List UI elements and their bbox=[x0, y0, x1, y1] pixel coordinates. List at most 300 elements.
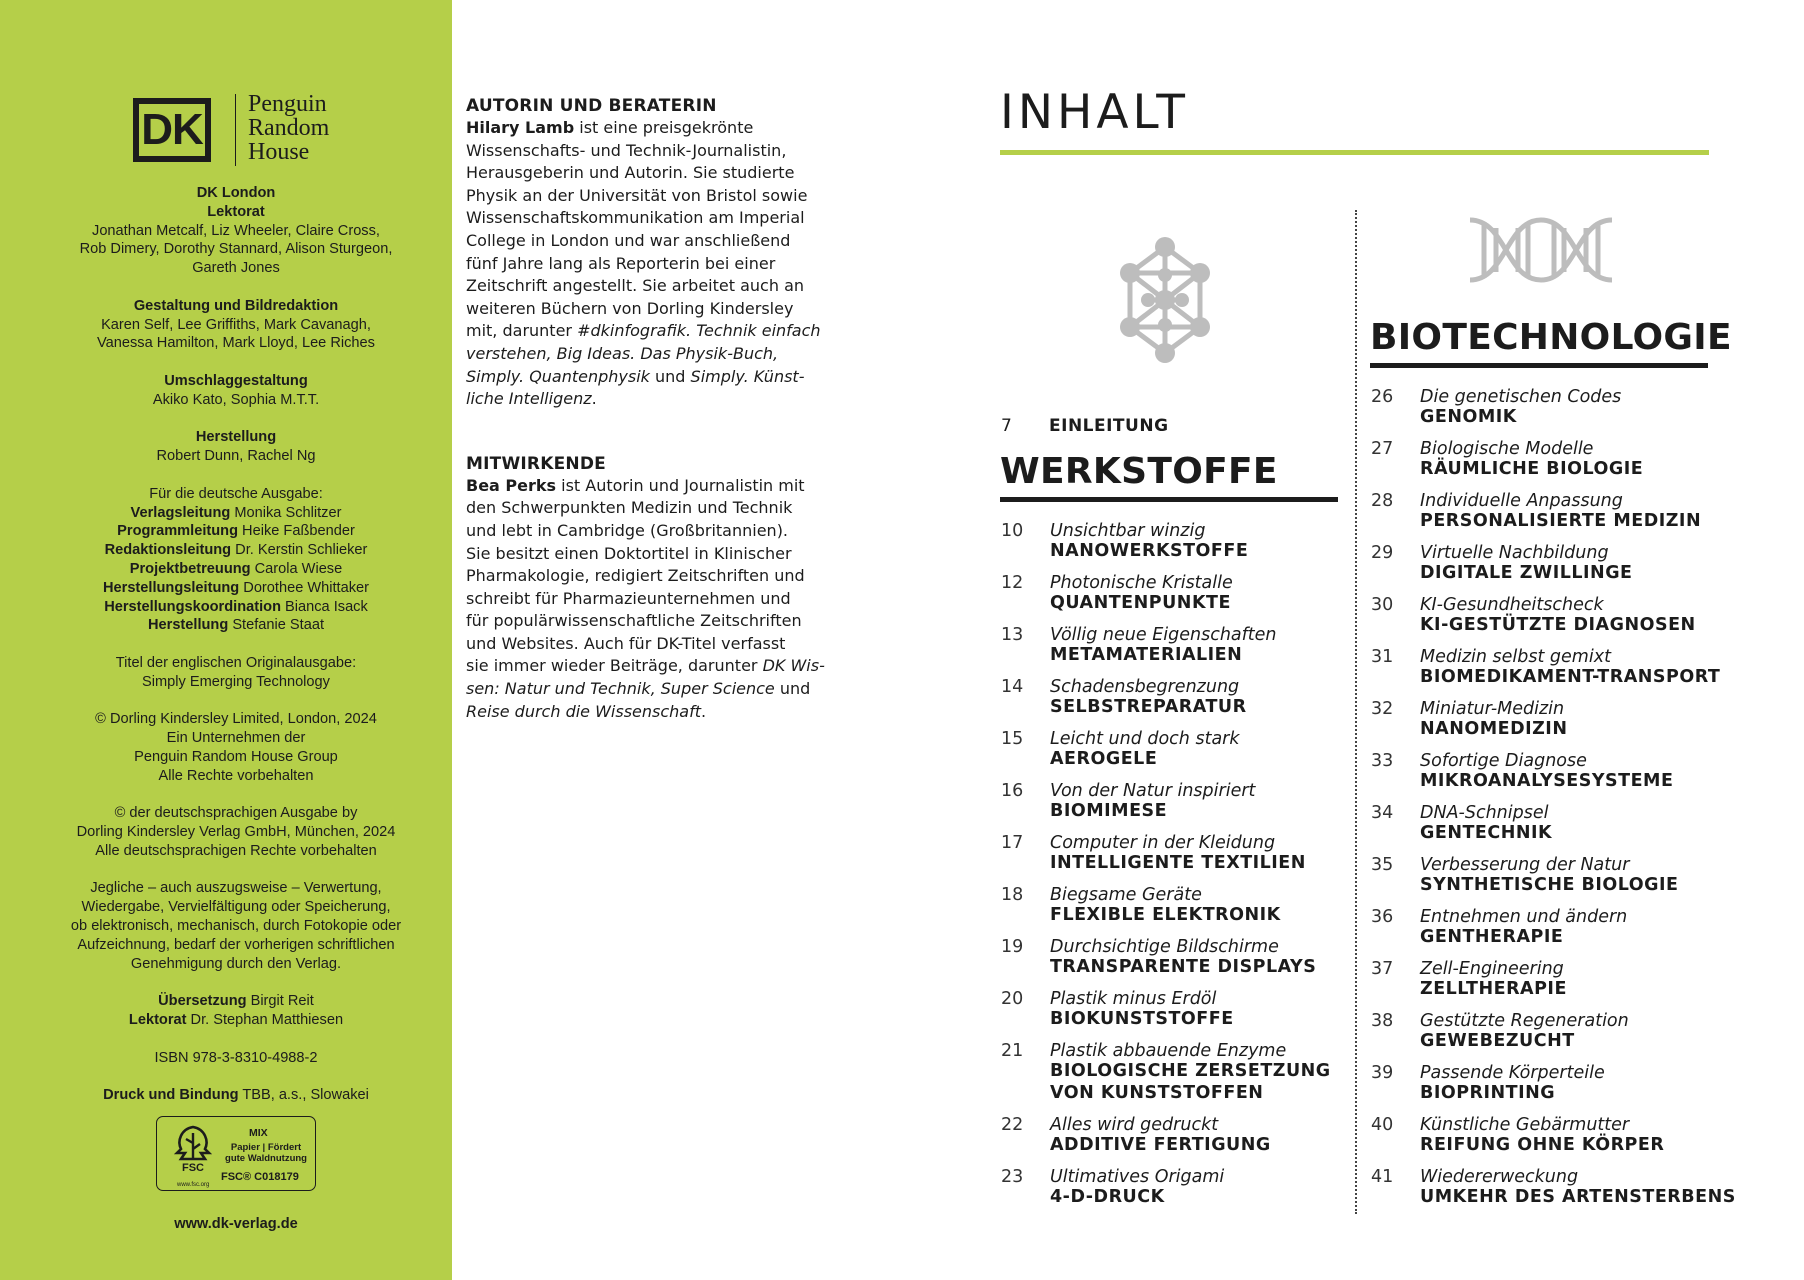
bio-text: Wissenschafts- und Technik-Journalistin, bbox=[466, 140, 787, 160]
entry-subtitle: Sofortige Diagnose bbox=[1420, 751, 1587, 771]
penguin-random-house-logo bbox=[248, 92, 368, 164]
credit-role: Gestaltung und Bildredaktion bbox=[133, 297, 339, 314]
entry-subtitle: Plastik minus Erdöl bbox=[1050, 989, 1217, 1009]
bio-line bbox=[466, 565, 816, 588]
credit-names: Akiko Kato, Sophia M.T.T. bbox=[152, 391, 320, 408]
bio-line bbox=[466, 343, 816, 366]
section-rule bbox=[1000, 497, 1338, 502]
credit-names: Aufzeichnung, bedarf der vorherigen schriftlichen bbox=[77, 936, 395, 953]
toc-entry[interactable] bbox=[1001, 833, 1341, 885]
credit-names: © der deutschsprachigen Ausgabe by bbox=[114, 805, 358, 822]
entry-title: SELBSTREPARATUR bbox=[1050, 697, 1247, 717]
toc-entry[interactable] bbox=[1001, 937, 1341, 989]
toc-entry[interactable] bbox=[1371, 491, 1711, 543]
bio-text: Bea Perks bbox=[466, 475, 557, 495]
entry-title-line2: VON KUNSTSTOFFEN bbox=[1050, 1083, 1264, 1103]
toc-entry[interactable] bbox=[1001, 1115, 1341, 1167]
credit-role: Redaktionsleitung bbox=[104, 542, 232, 559]
credit-line bbox=[56, 804, 416, 823]
entry-title: PERSONALISIERTE MEDIZIN bbox=[1420, 511, 1702, 531]
toc-entry[interactable] bbox=[1001, 677, 1341, 729]
credit-role: Herstellungsleitung bbox=[102, 579, 240, 596]
credit-line bbox=[56, 598, 416, 617]
bio-text: Physik an der Universität von Bristol sowie bbox=[466, 185, 808, 205]
entry-subtitle: DNA-Schnipsel bbox=[1420, 803, 1549, 823]
intro-label: EINLEITUNG bbox=[1049, 416, 1169, 436]
credit-role: Lektorat bbox=[128, 1012, 187, 1029]
toc-entry[interactable] bbox=[1371, 855, 1711, 907]
fsc-mix: MIX bbox=[249, 1127, 268, 1139]
imprint-credits bbox=[56, 184, 416, 1124]
bio-line bbox=[466, 388, 816, 411]
credit-line bbox=[56, 560, 416, 579]
section-heading-biotechnologie: BIOTECHNOLOGIE bbox=[1370, 317, 1732, 358]
entry-title: 4-D-DRUCK bbox=[1050, 1187, 1165, 1207]
credit-names: Wiedergabe, Vervielfältigung oder Speicherung, bbox=[81, 899, 391, 916]
credit-names: Dorling Kindersley Verlag GmbH, München, 2024 bbox=[76, 824, 396, 841]
section-heading-werkstoffe: WERKSTOFFE bbox=[1000, 451, 1278, 492]
entry-title: DIGITALE ZWILLINGE bbox=[1420, 563, 1633, 583]
fsc-org: www.fsc.org bbox=[177, 1182, 210, 1188]
credit-block bbox=[56, 485, 416, 635]
credit-line bbox=[56, 184, 416, 203]
bio-line bbox=[466, 185, 816, 208]
bio-line bbox=[466, 655, 825, 678]
credit-line bbox=[56, 1049, 416, 1068]
credit-line bbox=[56, 240, 416, 259]
bio-line bbox=[466, 207, 816, 230]
credit-names: Genehmigung durch den Verlag. bbox=[130, 955, 342, 972]
page-number: 23 bbox=[1001, 1167, 1024, 1187]
bio-line bbox=[466, 678, 816, 701]
entry-subtitle: Individuelle Anpassung bbox=[1420, 491, 1623, 511]
credit-block bbox=[56, 184, 416, 278]
entry-subtitle: Verbesserung der Natur bbox=[1420, 855, 1630, 875]
credit-names: Dr. Stephan Matthiesen bbox=[186, 1012, 344, 1029]
credit-role: Herstellung bbox=[147, 617, 229, 634]
entry-subtitle: Schadensbegrenzung bbox=[1050, 677, 1240, 697]
entry-title: GENTECHNIK bbox=[1420, 823, 1553, 843]
bio-text: #dkinfografik. Technik einfach bbox=[577, 321, 821, 341]
bio-text: Simply. Quantenphysik bbox=[466, 366, 650, 386]
page-number: 40 bbox=[1371, 1115, 1394, 1135]
toc-entry[interactable] bbox=[1371, 647, 1721, 699]
toc-entry[interactable] bbox=[1371, 595, 1711, 647]
bio-text: liche Intelligenz bbox=[466, 389, 592, 409]
page-number: 37 bbox=[1371, 959, 1394, 979]
bio-line bbox=[466, 701, 816, 724]
bio-text: Hilary Lamb bbox=[466, 118, 575, 137]
column-divider bbox=[1355, 210, 1357, 1214]
bio-text: Simply. Künst- bbox=[690, 366, 805, 386]
credit-line bbox=[56, 504, 416, 523]
bio-line bbox=[466, 253, 816, 276]
bio-line bbox=[466, 366, 816, 389]
toc-entry[interactable] bbox=[1001, 625, 1341, 677]
author-heading: AUTORIN UND BERATERIN bbox=[466, 96, 717, 116]
bio-text: verstehen, Big Ideas. Das Physik-Buch, bbox=[466, 343, 779, 363]
entry-title: GENOMIK bbox=[1420, 407, 1517, 427]
bio-text: . bbox=[701, 701, 707, 721]
page-number: 26 bbox=[1371, 387, 1394, 407]
contents-title: INHALT bbox=[1000, 85, 1189, 140]
fsc-label bbox=[156, 1116, 316, 1191]
credit-block bbox=[56, 1086, 416, 1105]
credit-line bbox=[56, 1011, 416, 1030]
entry-subtitle: Biegsame Geräte bbox=[1050, 885, 1202, 905]
prh-line: House bbox=[248, 139, 310, 165]
entry-subtitle: Virtuelle Nachbildung bbox=[1420, 543, 1609, 563]
bio-text: weiteren Büchern von Dorling Kindersley bbox=[466, 298, 794, 318]
entry-title: AEROGELE bbox=[1050, 749, 1158, 769]
credit-line bbox=[56, 879, 416, 898]
credit-block bbox=[56, 992, 416, 1030]
credit-names: Karen Self, Lee Griffiths, Mark Cavanagh, bbox=[101, 316, 371, 333]
credit-names: © Dorling Kindersley Limited, London, 2024 bbox=[95, 711, 377, 728]
page-number: 19 bbox=[1001, 937, 1024, 957]
credit-names: Robert Dunn, Rachel Ng bbox=[156, 448, 316, 465]
credit-names: Bianca Isack bbox=[280, 598, 368, 615]
credit-role: Übersetzung bbox=[158, 993, 247, 1010]
bio-text: sie immer wieder Beiträge, darunter bbox=[466, 656, 763, 676]
contributors-heading: MITWIRKENDE bbox=[466, 453, 606, 474]
credit-role: DK London bbox=[196, 185, 276, 201]
bio-line bbox=[466, 117, 816, 140]
toc-entry[interactable] bbox=[1001, 781, 1341, 833]
fsc-tree-icon bbox=[171, 1123, 215, 1175]
credit-line bbox=[56, 729, 416, 748]
page-number: 12 bbox=[1001, 573, 1024, 593]
entry-title: BIOKUNSTSTOFFE bbox=[1050, 1009, 1234, 1029]
credit-line bbox=[56, 654, 416, 673]
entry-subtitle: Alles wird gedruckt bbox=[1050, 1115, 1219, 1135]
bio-text: fünf Jahre lang als Reporterin bei einer bbox=[466, 253, 776, 273]
entry-subtitle: Passende Körperteile bbox=[1420, 1063, 1605, 1083]
bio-text: Wissenschaftskommunikation am Imperial bbox=[466, 208, 805, 228]
credit-line bbox=[56, 955, 416, 974]
credit-names: Stefanie Staat bbox=[228, 617, 325, 634]
credit-names: Dr. Kerstin Schlieker bbox=[231, 542, 368, 559]
entry-title: INTELLIGENTE TEXTILIEN bbox=[1050, 853, 1306, 873]
bio-text: Sie besitzt einen Doktortitel in Klinischer bbox=[466, 543, 792, 563]
fsc-logo-text: FSC bbox=[182, 1162, 204, 1174]
bio-text: Herausgeberin und Autorin. Sie studierte bbox=[466, 163, 795, 183]
bio-text: Zeitschrift angestellt. Sie arbeitet auch an bbox=[466, 276, 805, 296]
credit-block bbox=[56, 710, 416, 785]
credit-names: Alle Rechte vorbehalten bbox=[158, 767, 314, 784]
fsc-line: Papier | Fördert bbox=[230, 1142, 302, 1153]
credit-block bbox=[56, 879, 416, 973]
credit-names: Für die deutsche Ausgabe: bbox=[149, 485, 323, 502]
credit-names: Jegliche – auch auszugsweise – Verwertung, bbox=[90, 880, 382, 897]
atom-network-icon bbox=[1100, 235, 1230, 365]
credit-line bbox=[56, 541, 416, 560]
author-column bbox=[466, 95, 825, 723]
credit-line bbox=[56, 1086, 416, 1105]
bio-text: Pharmakologie, redigiert Zeitschriften und bbox=[466, 566, 805, 586]
toc-entry[interactable] bbox=[1001, 729, 1341, 781]
credit-line bbox=[56, 259, 416, 278]
credit-role: Verlagsleitung bbox=[130, 504, 231, 521]
entry-subtitle: Wiedererweckung bbox=[1420, 1167, 1579, 1187]
entry-title: SYNTHETISCHE BIOLOGIE bbox=[1420, 875, 1679, 895]
toc-entry[interactable] bbox=[1371, 959, 1711, 1011]
entry-title: GENTHERAPIE bbox=[1420, 927, 1564, 947]
bio-text: und Websites. Auch für DK-Titel verfasst bbox=[466, 633, 786, 653]
toc-entry[interactable] bbox=[1371, 439, 1711, 491]
contributors-bio bbox=[466, 475, 825, 724]
toc-entry[interactable] bbox=[1371, 1011, 1711, 1063]
credit-block bbox=[56, 804, 416, 860]
bio-line bbox=[466, 275, 816, 298]
bio-line bbox=[466, 298, 816, 321]
credit-line bbox=[56, 767, 416, 786]
credit-line bbox=[56, 297, 416, 316]
entry-title: FLEXIBLE ELEKTRONIK bbox=[1050, 905, 1281, 925]
toc-entry[interactable] bbox=[1371, 1167, 1736, 1219]
credit-line bbox=[56, 447, 416, 466]
entry-subtitle: Leicht und doch stark bbox=[1050, 729, 1240, 749]
entry-subtitle: Von der Natur inspiriert bbox=[1050, 781, 1256, 801]
credit-names: Rob Dimery, Dorothy Stannard, Alison Sturgeon, bbox=[79, 241, 393, 258]
page-number: 33 bbox=[1371, 751, 1394, 771]
bio-text: und bbox=[649, 366, 691, 386]
entry-subtitle: Völlig neue Eigenschaften bbox=[1050, 625, 1277, 645]
credit-block bbox=[56, 654, 416, 692]
credit-line bbox=[56, 222, 416, 241]
entry-subtitle: Photonische Kristalle bbox=[1050, 573, 1233, 593]
bio-text: ist Autorin und Journalistin mit bbox=[556, 475, 805, 495]
credit-role: Programmleitung bbox=[117, 523, 238, 540]
toc-entry[interactable] bbox=[1001, 989, 1341, 1041]
author-bio bbox=[466, 117, 821, 411]
entry-title: RÄUMLICHE BIOLOGIE bbox=[1420, 459, 1644, 479]
credit-names: Jonathan Metcalf, Liz Wheeler, Claire Cross, bbox=[92, 222, 380, 239]
toc-entry[interactable] bbox=[1371, 803, 1711, 855]
credit-names: Ein Unternehmen der bbox=[166, 730, 306, 747]
toc-entry[interactable] bbox=[1001, 1167, 1341, 1219]
toc-entry[interactable] bbox=[1001, 573, 1341, 625]
entry-subtitle: Computer in der Kleidung bbox=[1050, 833, 1276, 853]
page-number: 16 bbox=[1001, 781, 1024, 801]
credit-names: Vanessa Hamilton, Mark Lloyd, Lee Riches bbox=[97, 335, 375, 352]
entry-title: UMKEHR DES ARTENSTERBENS bbox=[1420, 1187, 1736, 1207]
entry-title: METAMATERIALIEN bbox=[1050, 645, 1243, 665]
toc-list-biotechnologie bbox=[1371, 387, 1736, 1219]
credit-line bbox=[56, 579, 416, 598]
entry-title: ZELLTHERAPIE bbox=[1420, 979, 1567, 999]
entry-title: KI-GESTÜTZTE DIAGNOSEN bbox=[1420, 615, 1696, 635]
bio-text: und lebt in Cambridge (Großbritannien). bbox=[466, 520, 789, 540]
bio-line bbox=[466, 543, 816, 566]
page-number: 30 bbox=[1371, 595, 1394, 615]
entry-title: MIKROANALYSESYSTEME bbox=[1420, 771, 1674, 791]
fsc-line: gute Waldnutzung bbox=[225, 1153, 307, 1164]
page-number: 13 bbox=[1001, 625, 1024, 645]
credit-line bbox=[56, 316, 416, 335]
entry-title: NANOWERKSTOFFE bbox=[1050, 541, 1249, 561]
page-number: 7 bbox=[1001, 416, 1012, 436]
credit-names: ISBN 978-3-8310-4988-2 bbox=[154, 1049, 318, 1066]
entry-subtitle: Miniatur-Medizin bbox=[1420, 699, 1565, 719]
entry-subtitle: Gestützte Regeneration bbox=[1420, 1011, 1629, 1031]
bio-text: mit, darunter bbox=[466, 321, 578, 341]
credit-names: Heike Faßbender bbox=[238, 523, 355, 540]
page-number: 28 bbox=[1371, 491, 1394, 511]
entry-title: GEWEBEZUCHT bbox=[1420, 1031, 1575, 1051]
bio-line bbox=[466, 520, 816, 543]
entry-subtitle: Die genetischen Codes bbox=[1420, 387, 1622, 407]
credit-line bbox=[56, 710, 416, 729]
entry-title: QUANTENPUNKTE bbox=[1050, 593, 1231, 613]
bio-text: sen: Natur und Technik, Super Science bbox=[466, 679, 775, 699]
page-number: 32 bbox=[1371, 699, 1394, 719]
publisher-website: www.dk-verlag.de bbox=[174, 1216, 298, 1232]
credit-names: Birgit Reit bbox=[246, 993, 314, 1010]
credit-line bbox=[56, 334, 416, 353]
bio-text: DK Wis- bbox=[762, 656, 825, 676]
entry-title: BIOPRINTING bbox=[1420, 1083, 1556, 1103]
toc-entry[interactable] bbox=[1371, 699, 1711, 751]
entry-subtitle: Durchsichtige Bildschirme bbox=[1050, 937, 1279, 957]
entry-subtitle: Plastik abbauende Enzyme bbox=[1050, 1041, 1287, 1061]
prh-line: Penguin bbox=[248, 91, 327, 117]
toc-entry[interactable] bbox=[1001, 885, 1341, 937]
page-number: 29 bbox=[1371, 543, 1394, 563]
page-number: 39 bbox=[1371, 1063, 1394, 1083]
bio-line bbox=[466, 230, 816, 253]
bio-text: und bbox=[774, 679, 811, 699]
fsc-code: FSC® C018179 bbox=[221, 1171, 299, 1183]
toc-entry[interactable] bbox=[1371, 907, 1711, 959]
page-number: 21 bbox=[1001, 1041, 1024, 1061]
credit-names: Penguin Random House Group bbox=[134, 748, 338, 765]
entry-title: TRANSPARENTE DISPLAYS bbox=[1050, 957, 1317, 977]
bio-text: . bbox=[591, 389, 597, 409]
bio-line bbox=[466, 588, 816, 611]
bio-line bbox=[466, 320, 821, 343]
credit-names: Monika Schlitzer bbox=[230, 504, 342, 521]
toc-entry[interactable] bbox=[1001, 521, 1341, 573]
toc-list-werkstoffe bbox=[1001, 521, 1341, 1219]
entry-subtitle: Medizin selbst gemixt bbox=[1420, 647, 1611, 667]
entry-subtitle: Künstliche Gebärmutter bbox=[1420, 1115, 1630, 1135]
credit-names: Carola Wiese bbox=[250, 560, 343, 577]
credit-names: Dorothee Whittaker bbox=[239, 579, 369, 596]
toc-entry[interactable] bbox=[1001, 1041, 1341, 1115]
credit-block bbox=[56, 1049, 416, 1068]
credit-names: ob elektronisch, mechanisch, durch Fotokopie oder bbox=[70, 918, 402, 935]
credit-line bbox=[56, 522, 416, 541]
page-number: 17 bbox=[1001, 833, 1024, 853]
bio-line bbox=[466, 475, 816, 498]
credit-line bbox=[56, 428, 416, 447]
credit-role: Herstellung bbox=[195, 429, 277, 446]
entry-subtitle: Ultimatives Origami bbox=[1050, 1167, 1225, 1187]
entry-title: BIOLOGISCHE ZERSETZUNG bbox=[1050, 1061, 1331, 1081]
credit-line bbox=[56, 842, 416, 861]
credit-role: Herstellungskoordination bbox=[104, 598, 281, 615]
dna-helix-icon bbox=[1466, 214, 1616, 286]
credit-names: Titel der englischen Originalausgabe: bbox=[115, 654, 357, 671]
credit-line bbox=[56, 203, 416, 222]
bio-line bbox=[466, 610, 816, 633]
page-number: 41 bbox=[1371, 1167, 1394, 1187]
credit-line bbox=[56, 898, 416, 917]
credit-line bbox=[56, 992, 416, 1011]
entry-subtitle: Entnehmen und ändern bbox=[1420, 907, 1628, 927]
page-number: 36 bbox=[1371, 907, 1394, 927]
credit-role: Projektbetreuung bbox=[129, 560, 251, 577]
imprint-panel bbox=[0, 0, 452, 1280]
page-number: 20 bbox=[1001, 989, 1024, 1009]
credit-line bbox=[56, 673, 416, 692]
page-number: 14 bbox=[1001, 677, 1024, 697]
credit-block bbox=[56, 297, 416, 353]
bio-line bbox=[466, 497, 816, 520]
credit-names: TBB, a.s., Slowakei bbox=[238, 1087, 369, 1104]
bio-line bbox=[466, 140, 816, 163]
credit-role: Druck und Bindung bbox=[103, 1087, 239, 1104]
credit-line bbox=[56, 485, 416, 504]
bio-line bbox=[466, 162, 816, 185]
page-number: 27 bbox=[1371, 439, 1394, 459]
bio-text: College in London und war anschließend bbox=[466, 230, 791, 250]
section-rule bbox=[1370, 363, 1708, 368]
toc-entry[interactable] bbox=[1371, 543, 1711, 595]
toc-entry[interactable] bbox=[1371, 387, 1711, 439]
logo-divider bbox=[235, 94, 236, 166]
intro-entry[interactable] bbox=[1001, 415, 1169, 437]
credit-names: Simply Emerging Technology bbox=[142, 673, 330, 690]
page-number: 34 bbox=[1371, 803, 1394, 823]
credit-line bbox=[56, 748, 416, 767]
credit-names: Gareth Jones bbox=[192, 260, 280, 277]
bio-text: für populärwissenschaftliche Zeitschriften bbox=[466, 611, 802, 631]
page-number: 31 bbox=[1371, 647, 1394, 667]
page-number: 10 bbox=[1001, 521, 1024, 541]
credit-block bbox=[56, 428, 416, 466]
toc-entry[interactable] bbox=[1371, 1063, 1711, 1115]
entry-title: BIOMEDIKAMENT-TRANSPORT bbox=[1420, 667, 1721, 687]
credit-line bbox=[56, 823, 416, 842]
credit-role: Lektorat bbox=[207, 203, 265, 220]
dk-logo: DK bbox=[133, 98, 211, 162]
page-number: 18 bbox=[1001, 885, 1024, 905]
prh-line: Random bbox=[248, 115, 330, 141]
toc-entry[interactable] bbox=[1371, 1115, 1711, 1167]
credit-line bbox=[56, 616, 416, 635]
bio-text: ist eine preisgekrönte bbox=[574, 118, 754, 137]
entry-subtitle: Unsichtbar winzig bbox=[1050, 521, 1206, 541]
entry-subtitle: Zell-Engineering bbox=[1420, 959, 1564, 979]
publisher-logo bbox=[130, 91, 362, 166]
credit-block bbox=[56, 372, 416, 410]
contents-title-rule bbox=[1000, 150, 1709, 155]
entry-title: NANOMEDIZIN bbox=[1420, 719, 1568, 739]
toc-entry[interactable] bbox=[1371, 751, 1711, 803]
bio-text: den Schwerpunkten Medizin und Technik bbox=[466, 498, 793, 518]
fsc-description bbox=[221, 1142, 311, 1164]
bio-text: Reise durch die Wissenschaft bbox=[466, 701, 702, 721]
entry-title: REIFUNG OHNE KÖRPER bbox=[1420, 1135, 1665, 1155]
entry-subtitle: KI-Gesundheitscheck bbox=[1420, 595, 1604, 615]
bio-text: schreibt für Pharmazieunternehmen und bbox=[466, 588, 791, 608]
credit-line bbox=[56, 917, 416, 936]
entry-title: BIOMIMESE bbox=[1050, 801, 1168, 821]
credit-line bbox=[56, 372, 416, 391]
credit-names: Alle deutschsprachigen Rechte vorbehalten bbox=[95, 842, 377, 859]
